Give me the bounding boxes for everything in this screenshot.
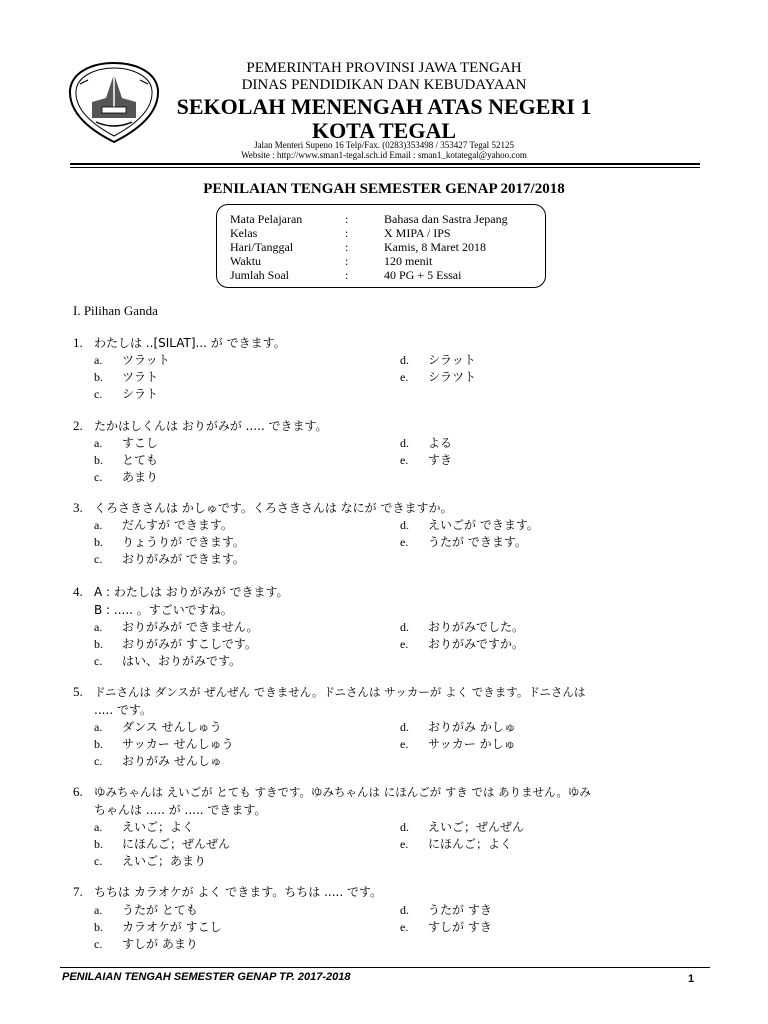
info-separator: : [345, 226, 349, 240]
option-b: b. おりがみが すこしです。 [94, 637, 257, 651]
option-e: e. うたが できます。 [400, 535, 527, 549]
option-a: a. だんすが できます。 [94, 518, 233, 532]
info-label: Jumlah Soal [230, 268, 289, 282]
gov-line: PEMERINTAH PROVINSI JAWA TENGAH [246, 60, 522, 76]
question-text: ちちは カラオケが よく できます。ちちは ..... です。 [94, 885, 382, 899]
option-b: b. とても [94, 453, 159, 467]
option-e: e. すしが すき [400, 920, 492, 934]
option-e: e. サッカー かしゅ [400, 737, 516, 751]
option-c: c. すしが あまり [94, 937, 198, 951]
option-e: e. にほんご；よく [400, 837, 513, 851]
option-b: b. カラオケが すこし [94, 920, 222, 934]
question-number: 4. [73, 584, 83, 599]
option-e: e. すき [400, 453, 453, 467]
exam-title: PENILAIAN TENGAH SEMESTER GENAP 2017/2018 [203, 181, 565, 197]
option-b: b. ツラト [94, 370, 159, 384]
question-number: 2. [73, 418, 83, 433]
school-address: Jalan Menteri Supeno 16 Telp/Fax. (0283)353498 / 353427 Tegal 52125 [254, 140, 514, 150]
option-a: a. ダンス せんしゅう [94, 720, 222, 734]
option-d: d. えいごが できます。 [400, 518, 539, 532]
header-divider-thick [70, 163, 700, 165]
option-d: d. シラット [400, 353, 476, 367]
school-city: KOTA TEGAL [311, 118, 457, 143]
option-a: a. おりがみが できません。 [94, 620, 259, 634]
info-separator: : [345, 212, 349, 226]
question-text: わたしは ..[SILAT]... が できます。 [94, 336, 286, 350]
option-a: a. ツラット [94, 353, 170, 367]
school-website: Website : http://www.sman1-tegal.sch.id Email : sman1_kotategal@yahoo.com [241, 150, 527, 160]
option-c: c. おりがみが できます。 [94, 552, 245, 566]
question-number: 7. [73, 884, 83, 899]
info-label: Kelas [230, 226, 258, 240]
page-number: 1 [688, 973, 695, 985]
info-value: X MIPA / IPS [384, 226, 451, 240]
school-name: SEKOLAH MENENGAH ATAS NEGERI 1 [176, 94, 592, 119]
info-value: 120 menit [384, 254, 433, 268]
footer-title: PENILAIAN TENGAH SEMESTER GENAP TP. 2017-2018 [62, 971, 351, 983]
info-label: Mata Pelajaran [230, 212, 303, 226]
question-number: 3. [73, 500, 83, 515]
question-text: ドニさんは ダンスが ぜんぜん できません。ドニさんは サッカーが よく できます。ドニさんは [94, 685, 586, 699]
option-c: c. おりがみ せんしゅ [94, 754, 222, 768]
header-divider-thin [70, 167, 700, 168]
option-e: e. シラツト [400, 370, 477, 384]
question-text: くろさきさんは かしゅです。くろさきさんは なにが できますか。 [94, 501, 453, 515]
option-a: a. えいご；よく [94, 820, 195, 834]
info-separator: : [345, 254, 349, 268]
question-number: 6. [73, 784, 83, 799]
option-e: e. おりがみですか。 [400, 637, 525, 651]
info-separator: : [345, 268, 349, 282]
footer-divider [60, 967, 710, 968]
info-value: Bahasa dan Sastra Jepang [384, 212, 508, 226]
question-number: 1. [73, 335, 83, 350]
option-b: b. サッカー せんしゅう [94, 737, 234, 751]
option-c: c. えいご；あまり [94, 854, 207, 868]
option-d: d. おりがみでした。 [400, 620, 525, 634]
question-text: たかはしくんは おりがみが ..... できます。 [94, 419, 328, 433]
option-c: c. シラト [94, 387, 159, 401]
option-c: c. はい、おりがみです。 [94, 654, 242, 668]
info-value: Kamis, 8 Maret 2018 [384, 240, 486, 254]
option-d: d. おりがみ かしゅ [400, 720, 516, 734]
option-d: d. えいご；ぜんぜん [400, 820, 525, 834]
info-separator: : [345, 240, 349, 254]
option-b: b. にほんご；ぜんぜん [94, 837, 231, 851]
question-text: ゆみちゃんは えいごが とても すきです。ゆみちゃんは にほんごが すき では ありません。ゆみ [94, 785, 591, 799]
info-value: 40 PG + 5 Essai [384, 268, 462, 282]
info-label: Waktu [230, 254, 262, 268]
option-d: d. よる [400, 436, 453, 450]
question-text-line2: ..... です。 [94, 703, 152, 717]
question-text: A : わたしは おりがみが できます。 [94, 585, 289, 599]
exam-info-box [216, 204, 546, 288]
question-text-line2: ちゃんは ..... が ..... できます。 [94, 803, 267, 817]
option-a: a. うたが とても [94, 903, 198, 917]
option-b: b. りょうりが できます。 [94, 535, 245, 549]
option-a: a. すこし [94, 436, 159, 450]
section-title: I. Pilihan Ganda [73, 303, 158, 318]
option-d: d. うたが すき [400, 903, 492, 917]
info-label: Hari/Tanggal [230, 240, 294, 254]
question-number: 5. [73, 684, 83, 699]
option-c: c. あまり [94, 470, 159, 484]
dept-line: DINAS PENDIDIKAN DAN KEBUDAYAAN [241, 77, 527, 93]
question-text-line2: B : ..... 。すごいですね。 [94, 603, 233, 617]
